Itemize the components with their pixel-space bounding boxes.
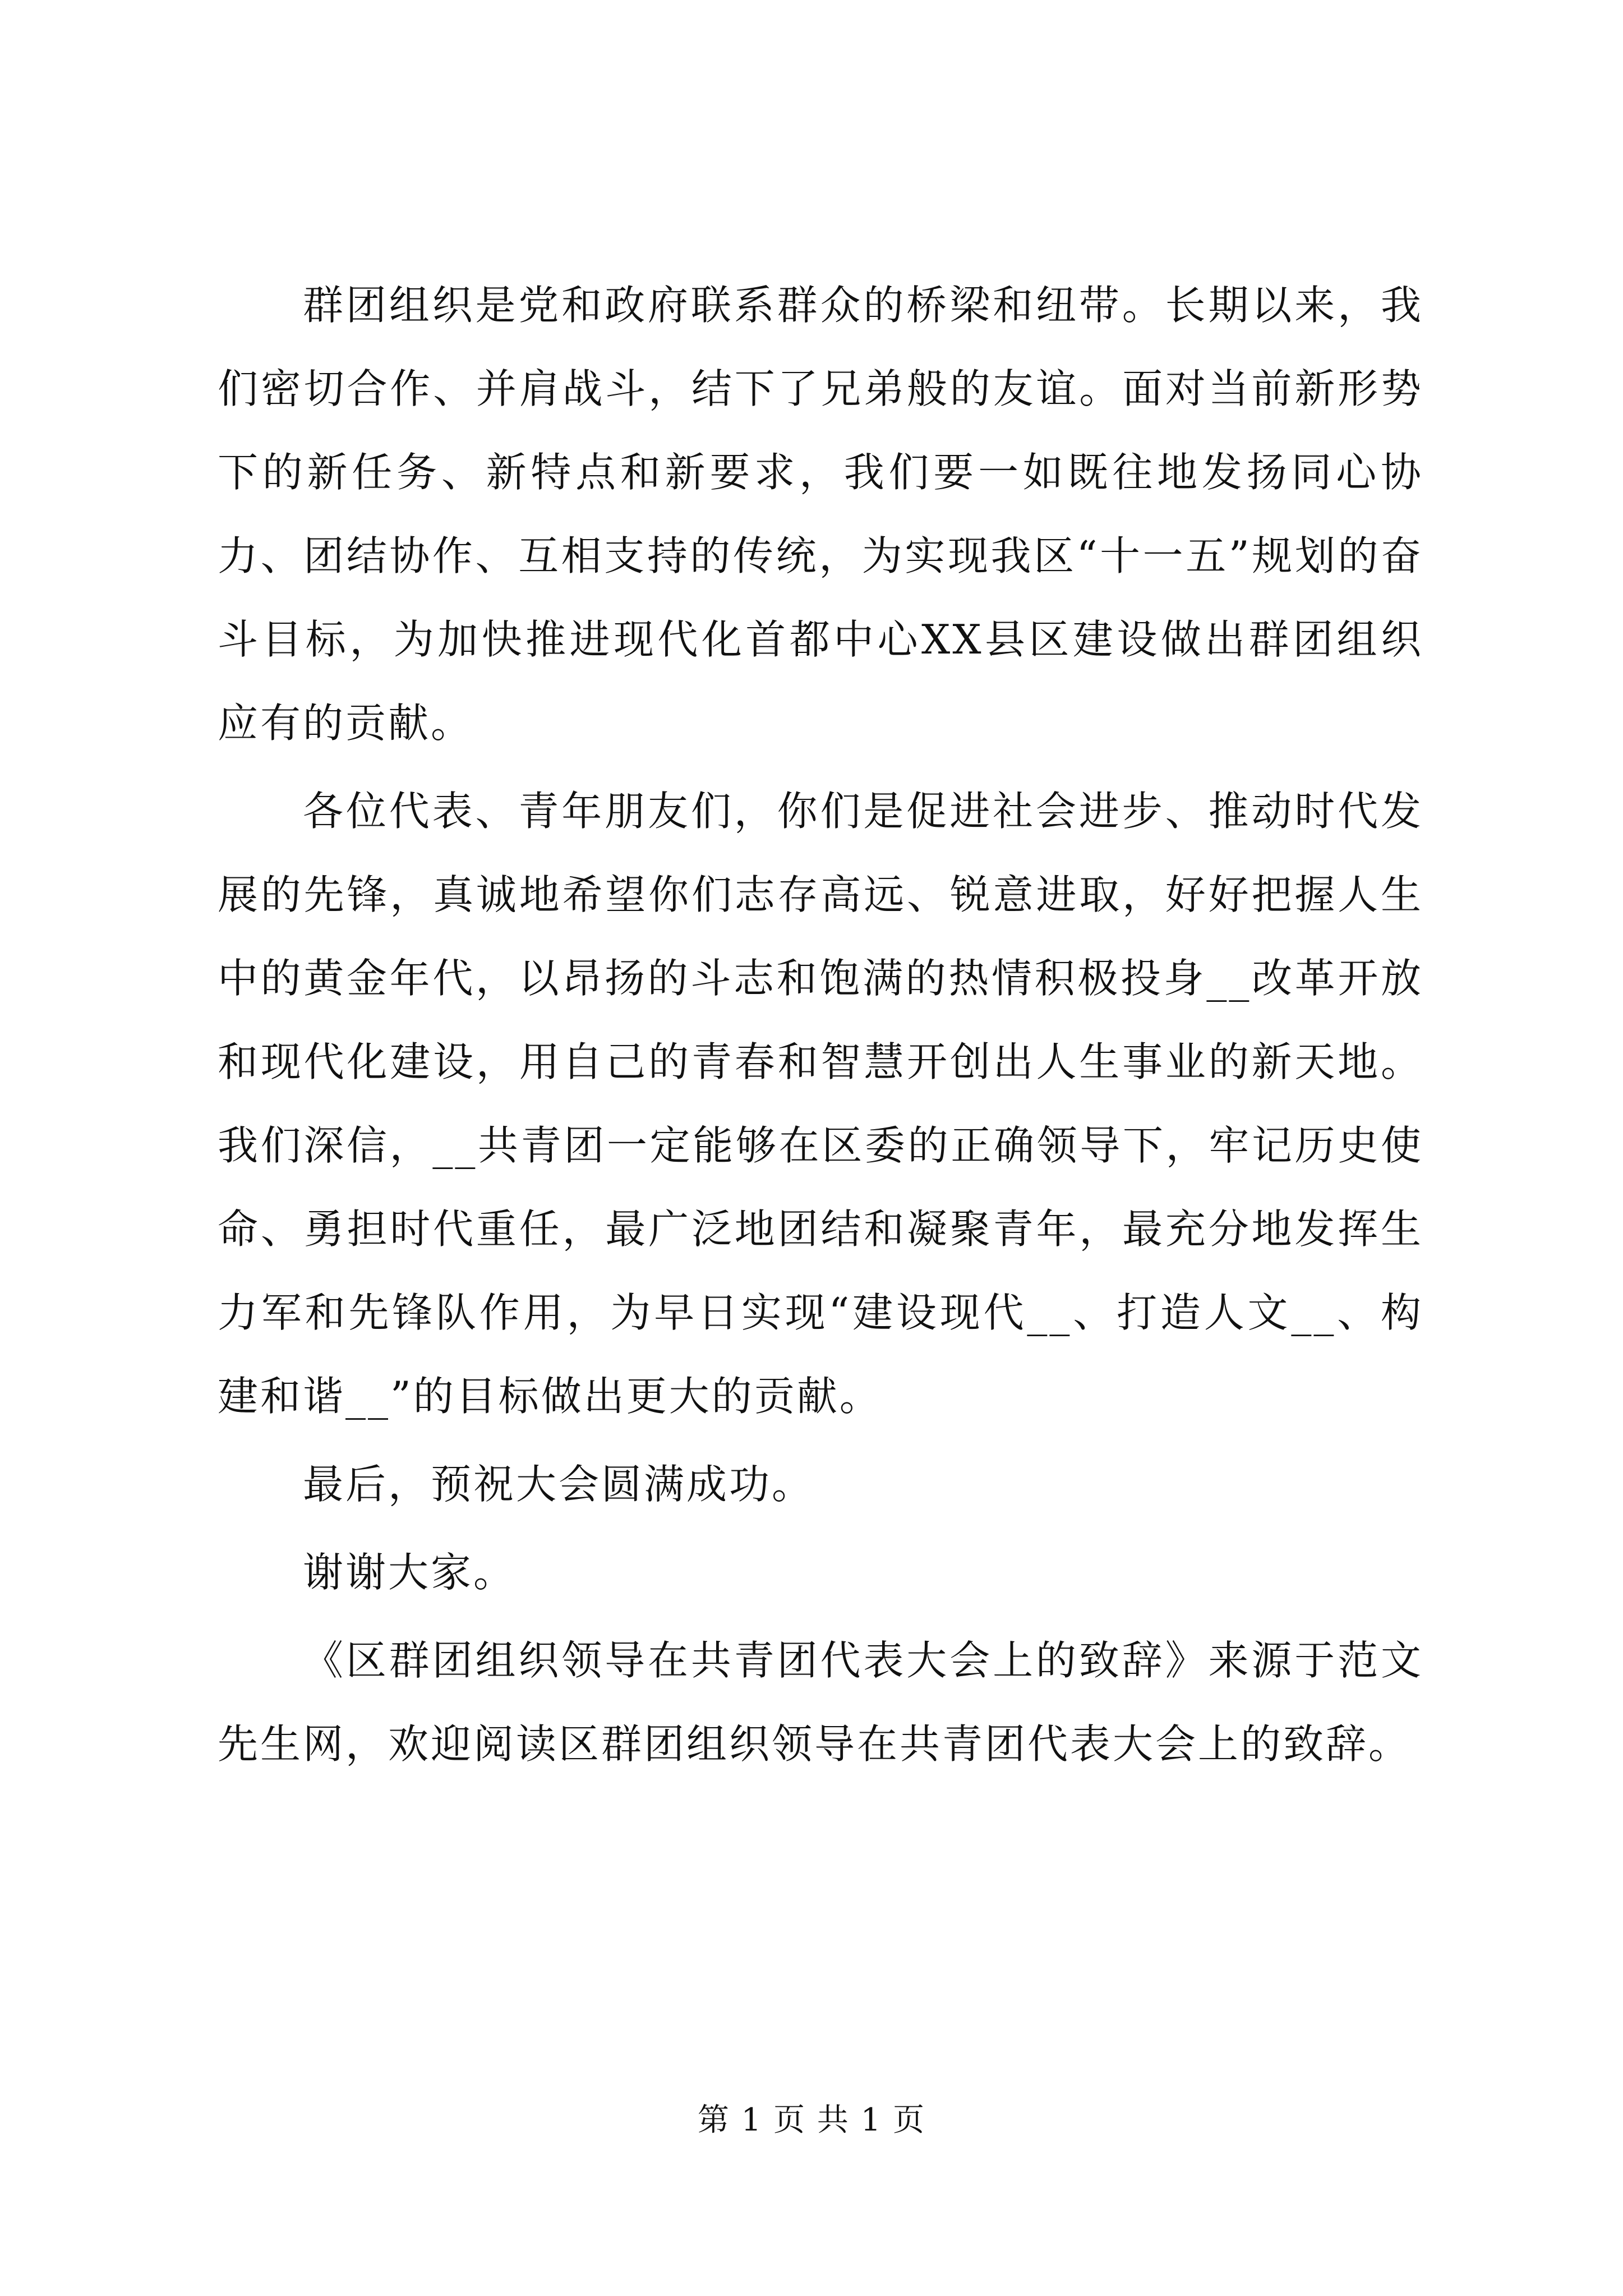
document-body [218,264,1423,1791]
paragraph-thanks: 谢谢大家。 [303,1549,517,1596]
paragraph-youth-address: 各位代表、青年朋友们，你们是促进社会进步、推动时代发展的先锋，真诚地希望你们志存高远、锐意进取，好好把握人生中的黄金年代，以昂扬的斗志和饱满的热情积极投身__改革开放和现代化建设，用自己的青春和智慧开创出人生事业的新天地。我们深信，__共青团一定能够在区委的正确领导下，牢记历史使命、勇担时代重任，最广泛地团结和凝聚青年，最充分地发挥生力军和先锋队作用，为早日实现“建设现代__、打造人文__、构建和谐__”的目标做出更大的贡献。 [218,788,1423,1420]
page-footer: 第 1 页 共 1 页 [697,2102,926,2138]
paragraph-source-note: 《区群团组织领导在共青团代表大会上的致辞》来源于范文先生网，欢迎阅读区群团组织领导在共青团代表大会上的致辞。 [218,1637,1423,1768]
paragraph-mass-organizations: 群团组织是党和政府联系群众的桥梁和纽带。长期以来，我们密切合作、并肩战斗，结下了兄弟般的友谊。面对当前新形势下的新任务、新特点和新要求，我们要一如既往地发扬同心协力、团结协作、互相支持的传统，为实现我区“十一五”规划的奋斗目标，为加快推进现代化首都中心XX县区建设做出群团组织应有的贡献。 [218,282,1423,747]
paragraph-wishes: 最后，预祝大会圆满成功。 [303,1461,815,1508]
